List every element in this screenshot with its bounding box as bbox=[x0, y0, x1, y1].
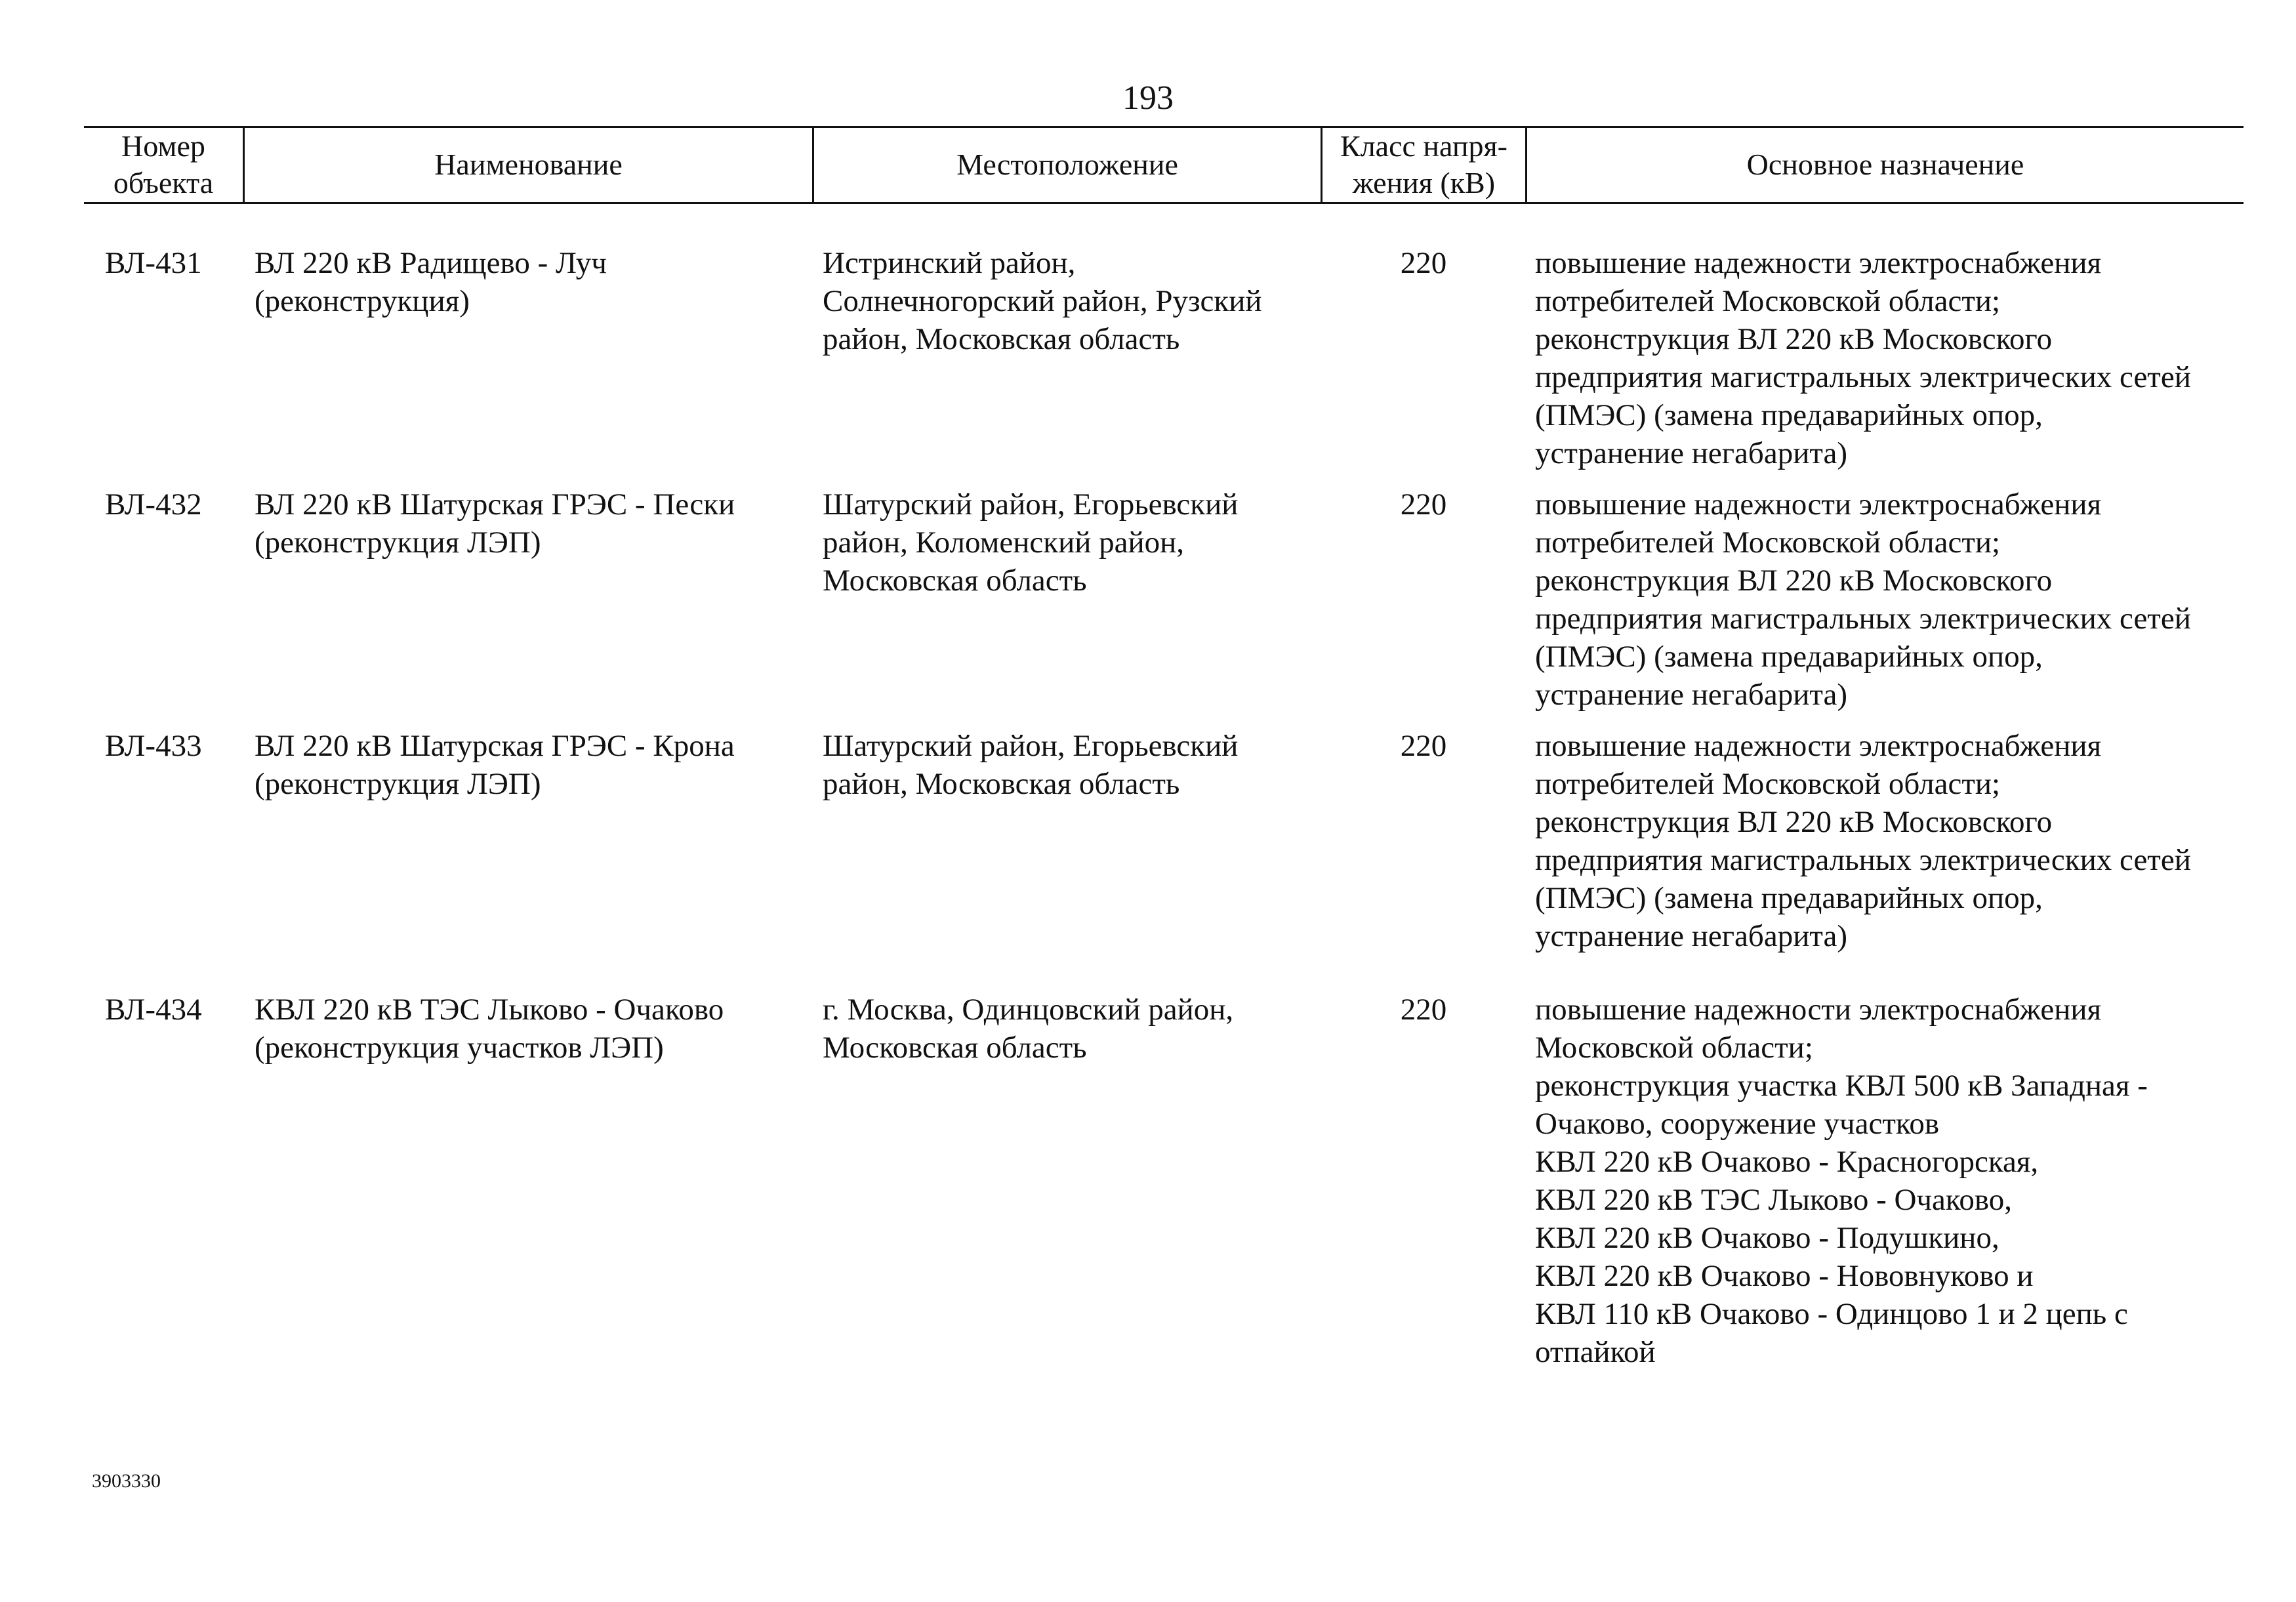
cell-purpose-line: отпайкой bbox=[1535, 1335, 1656, 1369]
cell-number: ВЛ-431 bbox=[105, 246, 202, 280]
header-main-purpose: Основное назначение bbox=[1746, 148, 2024, 181]
cell-purpose-line: КВЛ 220 кВ Очаково - Красногорская, bbox=[1535, 1145, 2039, 1179]
cell-name-line: (реконструкция ЛЭП) bbox=[255, 767, 541, 801]
header-voltage-class bbox=[1322, 127, 1525, 202]
cell-name-line: КВЛ 220 кВ ТЭС Лыково - Очаково bbox=[255, 993, 724, 1027]
cell-purpose-line: реконструкция участка КВЛ 500 кВ Западная - bbox=[1535, 1069, 2148, 1103]
cell-purpose-line: повышение надежности электроснабжения bbox=[1535, 729, 2102, 763]
cell-name-line: ВЛ 220 кВ Шатурская ГРЭС - Крона bbox=[255, 729, 735, 763]
cell-purpose-line: (ПМЭС) (замена предаварийных опор, bbox=[1535, 640, 2043, 674]
cell-name bbox=[255, 991, 806, 1067]
cell-voltage: 220 bbox=[1400, 487, 1447, 522]
header-voltage-class-line: жения (кВ) bbox=[1352, 166, 1496, 199]
cell-name-line: (реконструкция) bbox=[255, 284, 470, 318]
cell-purpose-line: реконструкция ВЛ 220 кВ Московского bbox=[1535, 322, 2053, 356]
cell-purpose-line: Очаково, сооружение участков bbox=[1535, 1107, 1940, 1141]
cell-purpose-line: КВЛ 220 кВ Очаково - Нововнуково и bbox=[1535, 1259, 2034, 1293]
cell-purpose-line: устранение негабарита) bbox=[1535, 678, 1847, 712]
header-name: Наименование bbox=[434, 148, 623, 181]
cell-voltage: 220 bbox=[1400, 246, 1447, 280]
cell-location bbox=[823, 991, 1315, 1067]
cell-purpose-line: потребителей Московской области; bbox=[1535, 767, 2001, 801]
cell-location-line: Московская область bbox=[823, 1031, 1087, 1065]
cell-purpose bbox=[1535, 485, 2244, 714]
page-number: 193 bbox=[1122, 79, 1174, 117]
cell-voltage: 220 bbox=[1400, 993, 1447, 1027]
cell-purpose bbox=[1535, 991, 2244, 1371]
cell-number: ВЛ-432 bbox=[105, 487, 202, 522]
cell-name bbox=[255, 727, 806, 803]
cell-location bbox=[823, 485, 1315, 600]
cell-purpose-line: Московской области; bbox=[1535, 1031, 1813, 1065]
cell-location-line: Московская область bbox=[823, 564, 1087, 598]
header-location: Местоположение bbox=[956, 148, 1178, 181]
cell-location-line: Шатурский район, Егорьевский bbox=[823, 729, 1239, 763]
cell-number: ВЛ-434 bbox=[105, 993, 202, 1027]
cell-voltage: 220 bbox=[1400, 729, 1447, 763]
cell-purpose-line: КВЛ 110 кВ Очаково - Одинцово 1 и 2 цепь с bbox=[1535, 1297, 2128, 1331]
cell-purpose-line: потребителей Московской области; bbox=[1535, 525, 2001, 560]
cell-purpose-line: предприятия магистральных электрических сетей bbox=[1535, 360, 2191, 394]
cell-name bbox=[255, 485, 806, 562]
cell-purpose bbox=[1535, 727, 2244, 955]
cell-location-line: район, Коломенский район, bbox=[823, 525, 1185, 560]
header-object-number-line: Номер bbox=[121, 129, 205, 163]
header-object-number bbox=[84, 127, 243, 202]
cell-name-line: (реконструкция участков ЛЭП) bbox=[255, 1031, 664, 1065]
header-object-number-line: объекта bbox=[113, 166, 214, 199]
cell-purpose-line: реконструкция ВЛ 220 кВ Московского bbox=[1535, 805, 2053, 839]
cell-location-line: Шатурский район, Егорьевский bbox=[823, 487, 1239, 522]
table-header-bottom-rule bbox=[84, 202, 2244, 204]
cell-purpose-line: реконструкция ВЛ 220 кВ Московского bbox=[1535, 564, 2053, 598]
cell-purpose-line: (ПМЭС) (замена предаварийных опор, bbox=[1535, 398, 2043, 432]
cell-purpose-line: повышение надежности электроснабжения bbox=[1535, 993, 2102, 1027]
cell-purpose-line: предприятия магистральных электрических сетей bbox=[1535, 602, 2191, 636]
cell-location-line: г. Москва, Одинцовский район, bbox=[823, 993, 1234, 1027]
cell-purpose-line: КВЛ 220 кВ Очаково - Подушкино, bbox=[1535, 1221, 1999, 1255]
cell-purpose-line: устранение негабарита) bbox=[1535, 919, 1847, 953]
cell-name-line: ВЛ 220 кВ Шатурская ГРЭС - Пески bbox=[255, 487, 735, 522]
header-voltage-class-line: Класс напря- bbox=[1340, 129, 1507, 163]
cell-purpose-line: повышение надежности электроснабжения bbox=[1535, 246, 2102, 280]
cell-location-line: Солнечногорский район, Рузский bbox=[823, 284, 1262, 318]
cell-purpose-line: устранение негабарита) bbox=[1535, 436, 1847, 470]
cell-purpose-line: (ПМЭС) (замена предаварийных опор, bbox=[1535, 881, 2043, 915]
cell-purpose-line: КВЛ 220 кВ ТЭС Лыково - Очаково, bbox=[1535, 1183, 2012, 1217]
cell-location-line: район, Московская область bbox=[823, 322, 1180, 356]
cell-number: ВЛ-433 bbox=[105, 729, 202, 763]
cell-location bbox=[823, 727, 1315, 803]
cell-location bbox=[823, 244, 1315, 358]
cell-name bbox=[255, 244, 806, 320]
cell-purpose-line: повышение надежности электроснабжения bbox=[1535, 487, 2102, 522]
document-code: 3903330 bbox=[92, 1470, 161, 1492]
cell-name-line: ВЛ 220 кВ Радищево - Луч bbox=[255, 246, 607, 280]
cell-location-line: Истринский район, bbox=[823, 246, 1076, 280]
cell-purpose bbox=[1535, 244, 2244, 472]
cell-purpose-line: предприятия магистральных электрических сетей bbox=[1535, 843, 2191, 877]
cell-location-line: район, Московская область bbox=[823, 767, 1180, 801]
cell-purpose-line: потребителей Московской области; bbox=[1535, 284, 2001, 318]
cell-name-line: (реконструкция ЛЭП) bbox=[255, 525, 541, 560]
